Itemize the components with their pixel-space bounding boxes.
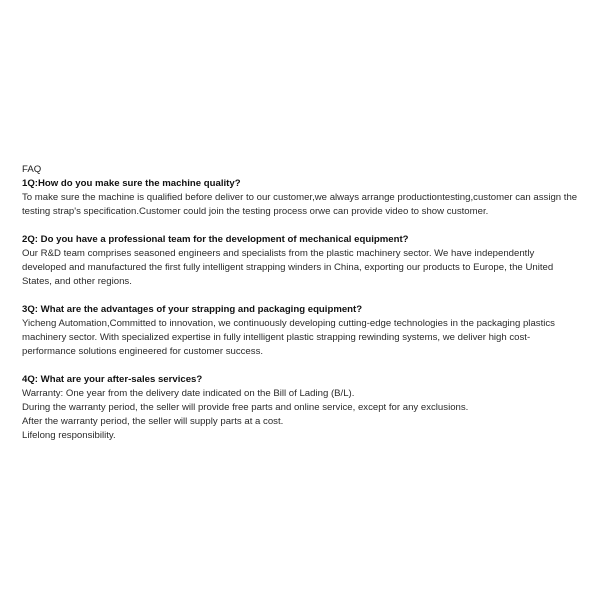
faq-heading: FAQ [22, 164, 42, 175]
lifelong-responsibility-line: Lifelong responsibility. [22, 430, 116, 441]
faq-item-2 [22, 233, 580, 289]
faq-item-4 [22, 373, 580, 443]
faq-question-1: 1Q:How do you make sure the machine quality? [22, 178, 241, 189]
faq-item-3 [22, 303, 580, 359]
faq-question-4: 4Q: What are your after-sales services? [22, 374, 203, 385]
faq-answer-4 [22, 387, 580, 443]
warranty-period-line: During the warranty period, the seller will provide free parts and online service, except for any exclusions. [22, 402, 469, 413]
faq-question-3: 3Q: What are the advantages of your strapping and packaging equipment? [22, 304, 363, 315]
faq-question-2: 2Q: Do you have a professional team for the development of mechanical equipment? [22, 234, 409, 245]
warranty-line: Warranty: One year from the delivery date indicated on the Bill of Lading (B/L). [22, 388, 355, 399]
post-warranty-line: After the warranty period, the seller will supply parts at a cost. [22, 416, 284, 427]
faq-item-1 [22, 177, 580, 219]
faq-section [22, 163, 580, 457]
faq-answer-2: Our R&D team comprises seasoned engineers and specialists from the plastic machinery sector. We have independently developed and manufactured the first fully intelligent strapping winders in China, exporting our products to Europe, the United States, and other regions. [22, 248, 554, 287]
faq-answer-1: To make sure the machine is qualified before deliver to our customer,we always arrange productiontesting,customer can assign the testing strap's specification.Customer could join the testing process orwe can provide video to show customer. [22, 192, 578, 217]
faq-answer-3: Yicheng Automation,Committed to innovation, we continuously developing cutting-edge technologies in the packaging plastics machinery sector. With specialized expertise in fully intelligent plastic strapping rewinding systems, we deliver high cost-performance solutions engineered for customer success. [22, 318, 555, 357]
